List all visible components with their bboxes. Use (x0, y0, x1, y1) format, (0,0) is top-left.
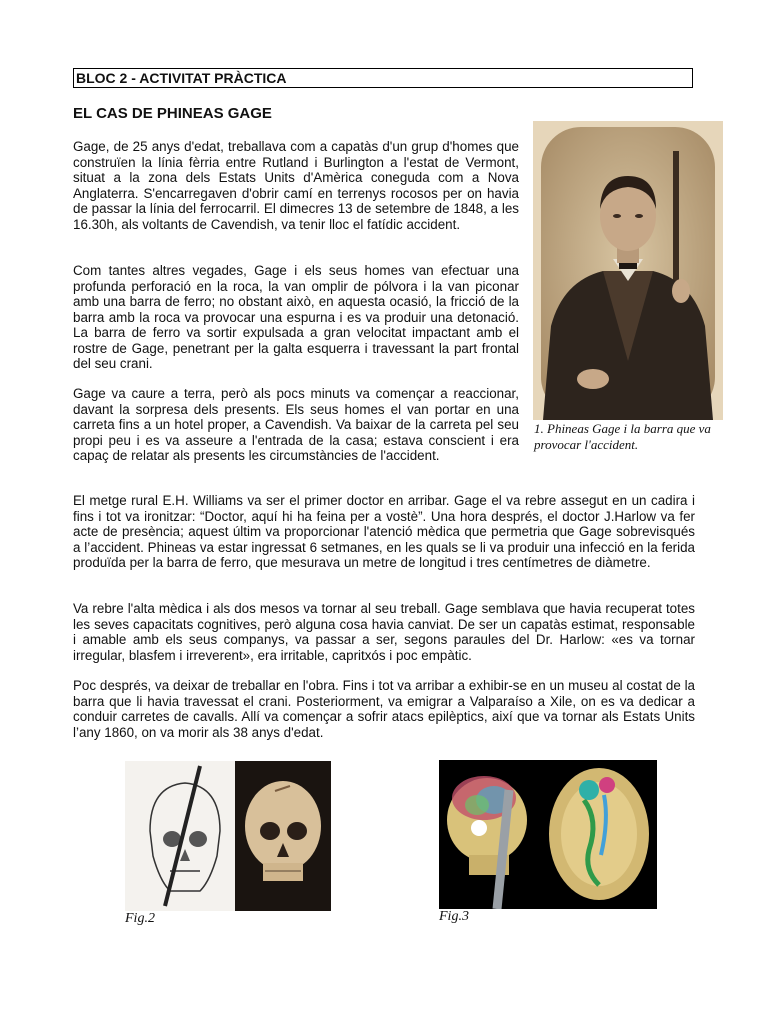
skull-images (125, 761, 331, 911)
brain-reconstruction-illustration (439, 760, 657, 909)
section-header: BLOC 2 - ACTIVITAT PRÀCTICA (73, 68, 693, 88)
paragraph-3: Gage va caure a terra, però als pocs minuts va començar a reaccionar, davant la sorpresa dels presents. Els seus homes el van portar en una carreta fins a un hotel proper, a Cavendish. Va baixar de la carreta pel seu propi peu i es va asseure a l'entrada de la casa; estava conscient i era capaç de relatar als presents les circumstàncies de l'accident. (73, 386, 519, 463)
article-title: EL CAS DE PHINEAS GAGE (73, 105, 272, 122)
figure-2-caption: Fig.2 (125, 911, 155, 926)
paragraph-4: El metge rural E.H. Williams va ser el primer doctor en arribar. Gage el va rebre assegut en un cadira i fins i tot va ironitzar: “Doctor, aquí hi ha feina per a vostè”. Una hora després, el doctor J.Harlow va fer acte de presència; aquest últim va proporcionar l'atenció mèdica que permetria que Gage sobrevisqués a l’accident. Phineas va estar ingressat 6 setmanes, en les quals se li va produir una infecció en la ferida produïda per la barra de ferro, que mesurava un metre de longitud i tres centímetres de diàmetre. (73, 493, 695, 570)
phineas-gage-portrait (533, 121, 723, 420)
paragraph-5: Va rebre l'alta mèdica i als dos mesos va tornar al seu treball. Gage semblava que havia recuperat totes les seves capacitats cognitives, però alguna cosa havia canviat. De ser un capatàs estimat, responsable i amable amb els seus companys, va passar a ser, segons paraules del Dr. Harlow: «es va tornar irregular, blasfem i irreverent», era irritable, capritxós i poc empàtic. (73, 601, 695, 663)
portrait-illustration (533, 121, 723, 420)
paragraph-2: Com tantes altres vegades, Gage i els seus homes van efectuar una profunda perforació en la roca, la van omplir de pólvora i la van piconar amb una barra de ferro; no obstant això, en aquesta ocasió, la fricció de la barra amb la roca va provocar una espurna i es va produir una detonació. La barra de ferro va sortir expulsada a gran velocitat impactant amb el rostre de Gage, penetrant per la galta esquerra i travessant la part frontal del seu crani. (73, 263, 519, 371)
figure-1-caption: 1. Phineas Gage i la barra que va provocar l'accident. (534, 421, 711, 452)
paragraph-6: Poc després, va deixar de treballar en l'obra. Fins i tot va arribar a exhibir-se en un museu al costat de la barra que li havia travessat el crani. Posteriorment, va emigrar a Valparaíso a Xile, on es va dedicar a conduir carretes de cavalls. Allí va començar a sofrir atacs epilèptics, així que va tornar als Estats Units l’any 1860, on va morir als 38 anys d'edat. (73, 678, 695, 740)
skull-illustration (125, 761, 331, 911)
figure-3-caption: Fig.3 (439, 909, 469, 924)
paragraph-1: Gage, de 25 anys d'edat, treballava com a capatàs d'un grup d'homes que construïen la línia fèrria entre Rutland i Burlington a l'estat de Vermont, situat a la zona dels Estats Units d'Amèrica coneguda com a Nova Anglaterra. S'encarregaven d'obrir camí en terrenys rocosos per on havia de passar la línia del ferrocarril. El dimecres 13 de setembre de 1848, a les 16.30h, als voltants de Cavendish, va tenir lloc el fatídic accident. (73, 139, 519, 232)
brain-reconstruction-images (439, 760, 657, 909)
